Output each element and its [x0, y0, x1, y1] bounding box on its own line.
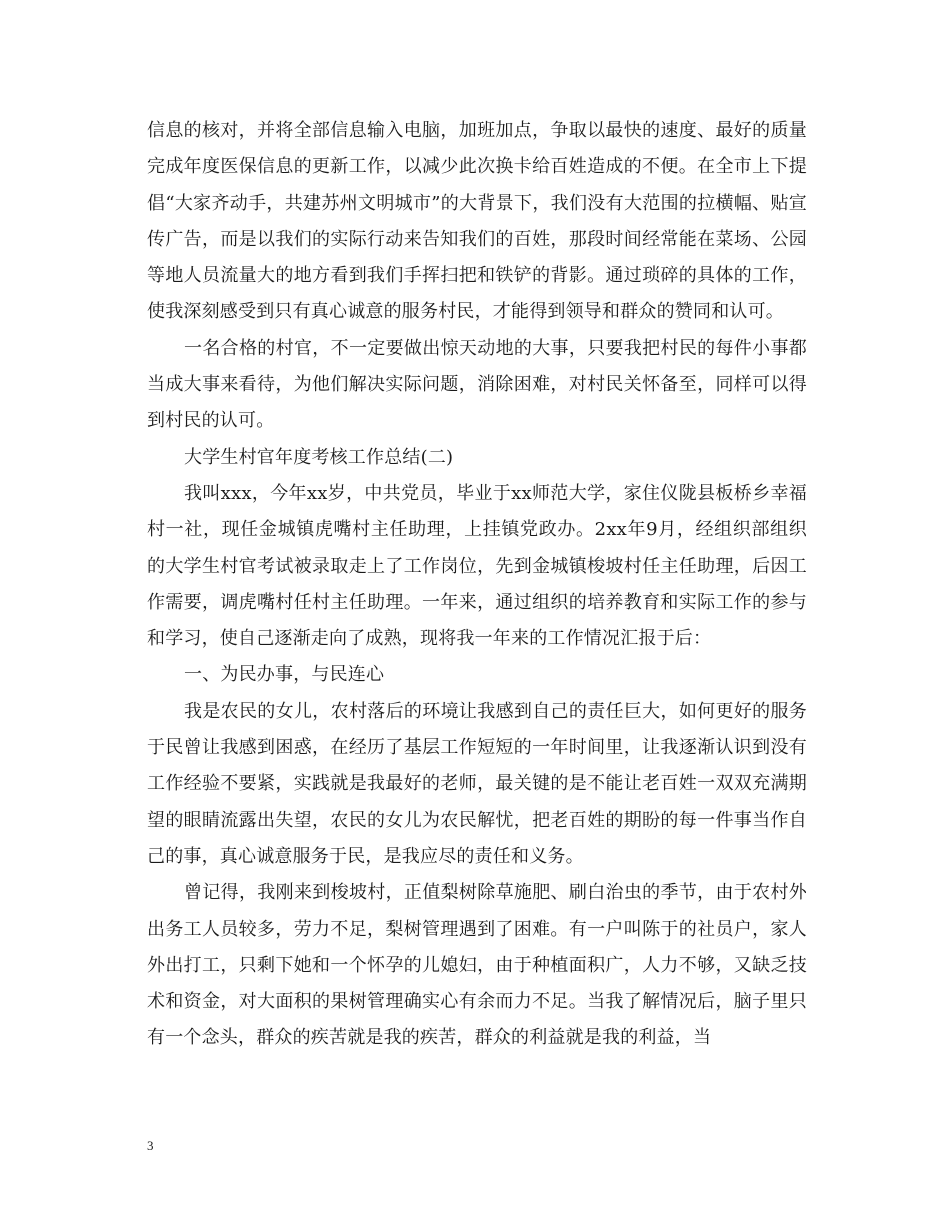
- section-heading-1: 一、为民办事，与民连心: [184, 664, 385, 686]
- document-body: [147, 113, 807, 1057]
- page-number: 3: [147, 1138, 154, 1153]
- paragraph-4: 我叫xxx，今年xx岁，中共党员，毕业于xx师范大学，家住仪陇县板桥乡幸福村一社，现任金城镇虎嘴村主任助理，上挂镇党政办。2xx年9月，经组织部组织的大学生村官考试被录取走上了工作岗位，先到金城镇梭坡村任主任助理，后因工作需要，调虎嘴村任村主任助理。一年来，通过组织的培养教育和实际工作的参与和学习，使自己逐渐走向了成熟，现将我一年来的工作情况汇报于后：: [147, 482, 807, 650]
- paragraph-7: 曾记得，我刚来到梭坡村，正值梨树除草施肥、刷白治虫的季节，由于农村外出务工人员较多，劳力不足，梨树管理遇到了困难。有一户叫陈于的社员户，家人外出打工，只剩下她和一个怀孕的儿媳妇，由于种植面积广，人力不够，又缺乏技术和资金，对大面积的果树管理确实心有余而力不足。当我了解情况后，脑子里只有一个念头，群众的疾苦就是我的疾苦，群众的利益就是我的利益，当: [147, 882, 807, 1049]
- paragraph-6: 我是农民的女儿，农村落后的环境让我感到自己的责任巨大，如何更好的服务于民曾让我感到困惑，在经历了基层工作短短的一年时间里，让我逐渐认识到没有工作经验不要紧，实践就是我最好的老师，最关键的是不能让老百姓一双双充满期望的眼睛流露出失望，农民的女儿为农民解忧，把老百姓的期盼的每一件事当作自己的事，真心诚意服务于民，是我应尽的责任和义务。: [147, 700, 807, 867]
- paragraph-1: 信息的核对，并将全部信息输入电脑，加班加点，争取以最快的速度、最好的质量完成年度医保信息的更新工作，以减少此次换卡给百姓造成的不便。在全市上下提倡“大家齐动手，共建苏州文明城市”的大背景下，我们没有大范围的拉横幅、贴宣传广告，而是以我们的实际行动来告知我们的百姓，那段时间经常能在菜场、公园等地人员流量大的地方看到我们手挥扫把和铁铲的背影。通过琐碎的具体的工作，使我深刻感受到只有真心诚意的服务村民，才能得到领导和群众的赞同和认可。: [147, 120, 807, 323]
- paragraph-2: 一名合格的村官，不一定要做出惊天动地的大事，只要我把村民的每件小事都当成大事来看待，为他们解决实际问题，消除困难，对村民关怀备至，同样可以得到村民的认可。: [147, 337, 807, 432]
- section-title: 大学生村官年度考核工作总结(二): [184, 446, 454, 468]
